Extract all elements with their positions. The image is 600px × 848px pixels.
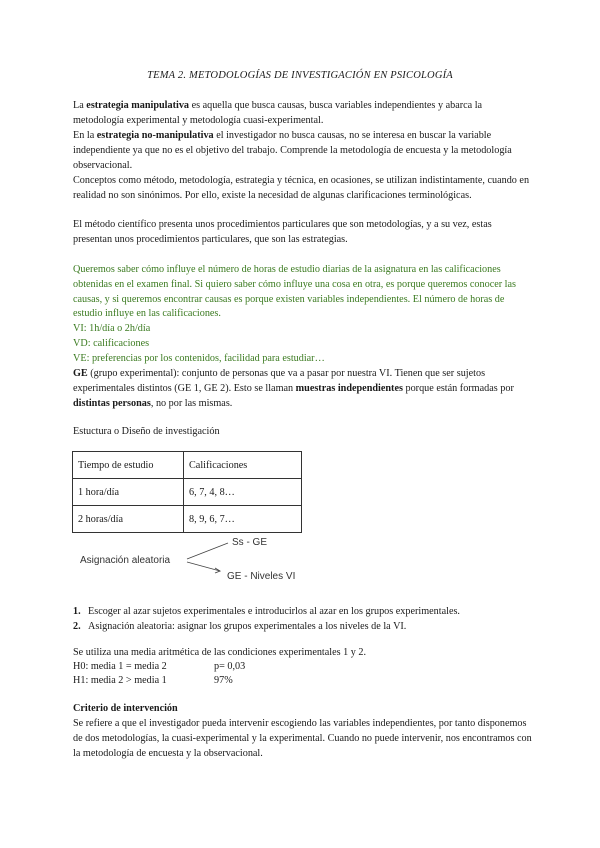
bold-term: estrategia manipulativa [86,100,190,111]
stats-intro: Se utiliza una media aritmética de las condiciones experimentales 1 y 2. [73,647,367,658]
list-text: Escoger al azar sujetos experimentales e introducirlos al azar en los grupos experimentales. [88,606,460,617]
text-span: , no por las mismas. [150,397,233,409]
text-span: es aquella que busca causas, busca variables independientes y abarca la metodología experimental y metodología cuasi-experimental. [73,100,483,126]
bold-term: distintas personas [73,397,151,409]
table-row [73,506,302,533]
list-text: Asignación aleatoria: asignar los grupos experimentales a los niveles de la VI. [88,621,407,632]
bold-term: estrategia no-manipulativa [96,130,214,141]
section-heading: Criterio de intervención [73,703,178,714]
paragraph-estrategia-manipulativa [73,99,533,129]
paragraph-metodo-cientifico: El método científico presenta unos procedimientos particulares que son metodologías, y a su vez, estas presentan unos procedimientos particulares, que son las estrategias. [73,219,492,245]
text-span: (grupo experimental): conjunto de personas que va a pasar por nuestra VI. Tienen que ser sujetos experimentales distintos (GE 1, GE 2). Esto se llaman [73,368,486,394]
table-header-cell: Tiempo de estudio [73,452,184,479]
text-span: La [73,100,87,111]
variable-ve: VE: preferencias por los contenidos, facilidad para estudiar… [73,353,325,364]
variable-vd: VD: calificaciones [73,338,150,349]
p-value: p= 0,03 [214,661,246,672]
list-number: 2. [73,621,81,632]
table-header-cell: Calificaciones [184,452,302,479]
text-span: En la [73,130,97,141]
text-span: el investigador no busca causas, no se interesa en buscar la variable independiente ya que no es el objetivo del trabajo. Comprende la metodología de encuesta y la metodología observacional. [73,130,512,171]
page-title: TEMA 2. METODOLOGÍAS DE INVESTIGACIÓN EN PSICOLOGÍA [147,70,453,81]
diagram-arrow-up [187,543,228,559]
bold-term: GE [73,368,88,379]
bold-term: muestras independientes [295,382,403,394]
list-item [73,619,553,634]
design-label: Estuctura o Diseño de investigación [73,426,220,437]
paragraph-grupo-experimental [73,367,533,411]
list-number: 1. [73,606,81,617]
list-item [73,604,553,619]
criterio-paragraph: Se refiere a que el investigador pueda intervenir escogiendo las variables independientes, por tanto disponemos de dos metodologías, la cuasi-experimental y la experimental. Cuando no puede intervenir, nos encontramos con la metodología de encuesta y la observacional. [73,718,532,759]
hypothesis-h1: H1: media 2 > media 1 [73,675,167,686]
table-cell: 2 horas/día [73,506,184,533]
table-header-row [73,452,302,479]
variable-vi: VI: 1h/día o 2h/día [73,323,151,334]
example-paragraph: Queremos saber cómo influye el número de horas de estudio diarias de la asignatura en las calificaciones obtenidas en el examen final. Si quiero saber cómo influye una cosa en otra, es porque queremos conocer las causas, y si queremos encontrar causas es porque existen variables independientes. El número de horas de estudio influye en las calificaciones. [73,264,517,320]
text-span: porque están formadas por [402,382,514,394]
assignment-diagram [80,535,340,585]
hypothesis-h0: H0: media 1 = media 2 [73,661,167,672]
table-row [73,479,302,506]
diagram-arrow-down [187,562,220,571]
table-cell: 1 hora/día [73,479,184,506]
diagram-top-node: Ss - GE [232,537,268,548]
paragraph-conceptos: Conceptos como método, metodología, estrategia y técnica, en ocasiones, se utilizan indistintamente, cuando en realidad no son sinónimos. Por ello, existe la necesidad de algunas clarificaciones terminológicas. [73,175,530,201]
confidence-percent: 97% [214,675,233,686]
diagram-bottom-node: GE - Niveles VI [227,571,296,582]
study-table [72,451,302,533]
table-cell: 8, 9, 6, 7… [184,506,302,533]
table-cell: 6, 7, 4, 8… [184,479,302,506]
paragraph-estrategia-no-manipulativa [73,129,533,173]
diagram-label: Asignación aleatoria [80,555,171,566]
